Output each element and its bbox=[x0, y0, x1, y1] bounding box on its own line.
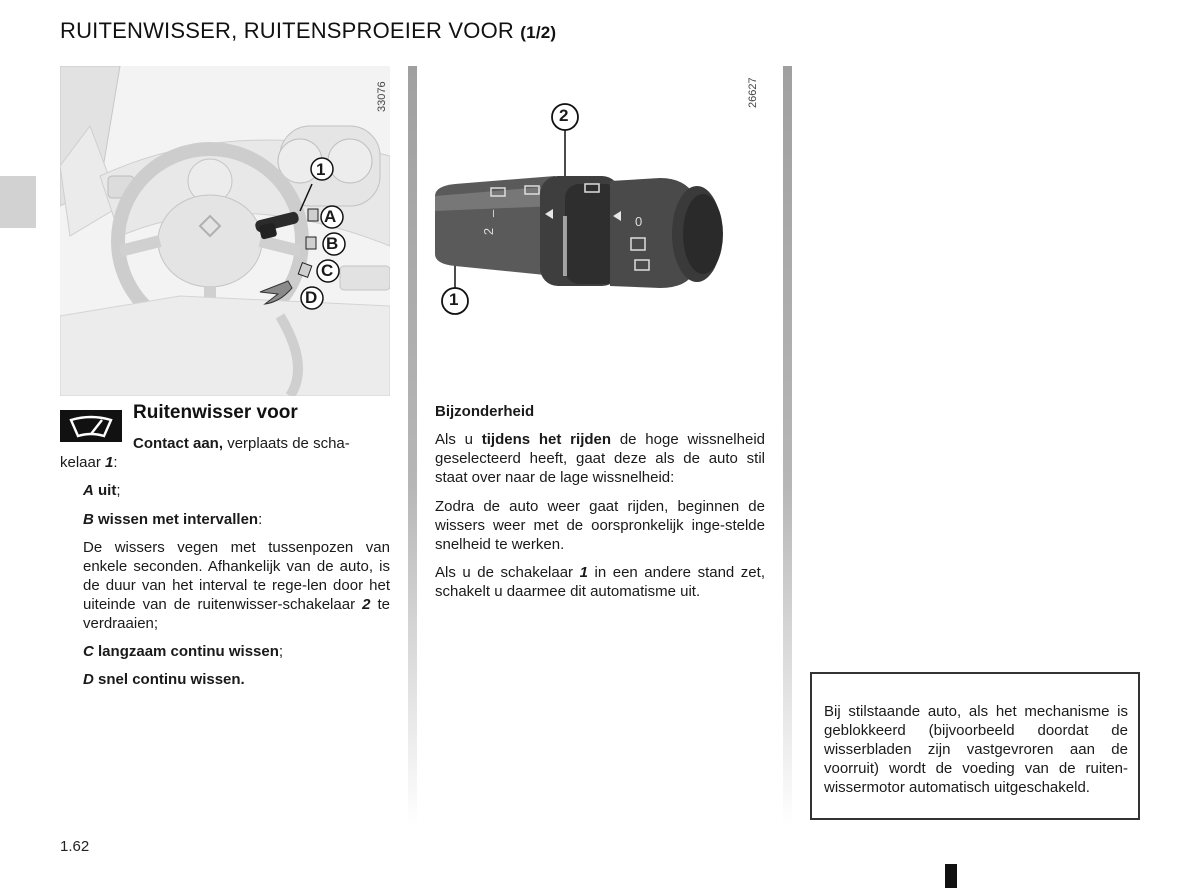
special-p1-bold: tijdens het rijden bbox=[481, 431, 612, 448]
interval-text-1: De wissers vegen met tussenpozen van enkele seconden. Afhankelijk van de auto, is de duur van het interval te rege-len door het uiteinde van de ruitenwisser-schakelaar bbox=[83, 539, 390, 613]
intro-line2 bbox=[60, 453, 390, 472]
windscreen-wiper-icon bbox=[60, 410, 122, 442]
page-number: 1.62 bbox=[60, 838, 90, 855]
column-divider-left bbox=[408, 66, 417, 826]
special-p1-a: Als u bbox=[435, 431, 482, 448]
page-title bbox=[60, 18, 556, 44]
interval-text-2: te verdraaien; bbox=[83, 596, 390, 632]
item-a-letter: A bbox=[83, 482, 94, 499]
callout-1-stalk: 1 bbox=[449, 290, 459, 309]
figure-dashboard-illustration bbox=[60, 66, 390, 396]
figure-wiper-stalk bbox=[425, 66, 770, 386]
wiper-symbol-box bbox=[60, 410, 122, 442]
item-b-text: wissen met intervallen bbox=[98, 511, 259, 528]
item-c bbox=[83, 642, 390, 661]
item-b-letter: B bbox=[83, 511, 94, 528]
item-d bbox=[83, 670, 390, 689]
special-heading-text: Bijzonderheid bbox=[435, 403, 535, 420]
stalk-drawing bbox=[425, 66, 770, 386]
chapter-tab bbox=[0, 176, 36, 228]
callout-2: 2 bbox=[559, 106, 569, 125]
intro-line2-ref: 1 bbox=[105, 454, 114, 471]
item-c-end: ; bbox=[278, 643, 284, 660]
special-p3-a: Als u de schakelaar bbox=[435, 564, 580, 581]
special-p1-b: de hoge wissnelheid geselecteerd heeft, gaat deze als de auto stil staat over naar de lage wissnelheid: bbox=[435, 431, 765, 486]
item-c-letter: C bbox=[83, 643, 94, 660]
item-d-letter: D bbox=[83, 671, 94, 688]
figure2-code: 26627 bbox=[747, 77, 759, 108]
special-p3-ref: 1 bbox=[579, 564, 588, 581]
title-page-part: (1/2) bbox=[520, 23, 557, 42]
callout-d: D bbox=[305, 288, 318, 307]
interval-ref: 2 bbox=[362, 596, 371, 613]
item-d-text: snel continu wissen. bbox=[98, 671, 245, 688]
stalk-mark-dash: – bbox=[485, 209, 501, 218]
special-paragraph-1 bbox=[435, 430, 765, 487]
column-divider-right bbox=[783, 66, 792, 826]
page-corner-mark bbox=[945, 864, 957, 888]
callout-c: C bbox=[321, 261, 334, 280]
dashboard-drawing bbox=[60, 66, 390, 396]
special-paragraph-2: Zodra de auto weer gaat rijden, beginnen de wissers weer met de oorspronkelijk inge-stelde snelheid te werken. bbox=[435, 498, 765, 553]
item-b bbox=[83, 510, 390, 529]
stalk-mark-zero: 0 bbox=[635, 214, 643, 229]
item-b-end: : bbox=[258, 511, 263, 528]
item-a-end: ; bbox=[116, 482, 121, 499]
stalk-mark-two: 2 bbox=[481, 227, 497, 236]
note-text: Bij stilstaande auto, als het mechanisme is geblokkeerd (bijvoorbeeld doordat de wisserbladen zijn vastgevroren aan de voorruit) wordt de voeding van de ruiten-wissermotor automatisch uitgeschakeld. bbox=[824, 703, 1128, 796]
item-a-text: uit bbox=[98, 482, 117, 499]
item-a bbox=[83, 481, 390, 500]
special-paragraph-3 bbox=[435, 563, 765, 601]
note-box bbox=[810, 672, 1140, 820]
special-heading bbox=[435, 402, 765, 421]
section-heading: Ruitenwisser voor bbox=[133, 402, 298, 423]
figure1-code: 33076 bbox=[376, 81, 388, 112]
intro-line2-end: : bbox=[113, 454, 118, 471]
item-c-text: langzaam continu wissen bbox=[98, 643, 279, 660]
intro-bold: Contact aan, bbox=[133, 435, 224, 452]
interval-paragraph bbox=[83, 538, 390, 633]
callout-b: B bbox=[326, 234, 339, 253]
intro-line1 bbox=[133, 434, 390, 453]
intro-line2-text: kelaar bbox=[60, 454, 106, 471]
title-main: RUITENWISSER, RUITENSPROEIER VOOR bbox=[60, 18, 514, 43]
special-p3-b: in een andere stand zet, schakelt u daarmee dit automatisme uit. bbox=[435, 564, 765, 600]
callout-1: 1 bbox=[316, 160, 326, 179]
intro-rest: verplaats de scha- bbox=[227, 435, 350, 452]
callout-a: A bbox=[324, 207, 337, 226]
